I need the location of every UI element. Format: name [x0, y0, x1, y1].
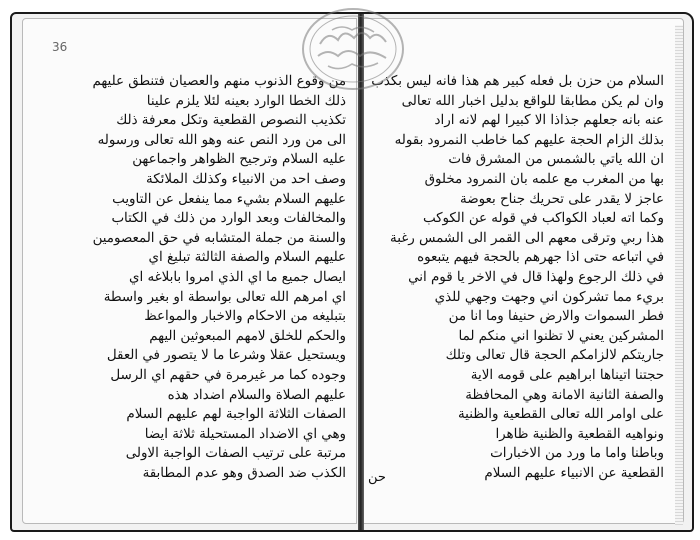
- folio-number: 36: [52, 40, 68, 54]
- right-page-text: السلام من حزن بل فعله كبير هم هذا فانه ليس بكذب وان لم يكن مطابقا للواقع بدليل اخبار الله تعالى عنه بانه جعلهم جذاذا الا كبيرا لهم لانه اراد بذلك الزام الحجة عليهم كما خاطب النمرود بقوله ان الله ياتي بالشمس من المشرق فات بها من المغرب مع علمه بان النمرود مخلوق عاجز لا يقدر على تحريك جناح بعوضة وكما اته لعباد الكواكب في قوله عن الكوكب هذا ربي وترقى معهم الى القمر الى الشمس رغبة في اتباعه حتى اذا جهرهم بالحجة فيهم يتبعوه في ذلك الرجوع ولهذا قال في الاخر يا قوم اني بريء مما تشركون اني وجهت وجهي للذي فطر السموات والارض حنيفا وما انا من المشركين يعني لا تظنوا اني منكم لما جاريتكم لالزامكم الحجة قال تعالى وتلك حجتنا اتيناها ابراهيم على قومه الاية والصفة الثانية الامانة وهي المحافظة على اوامر الله تعالى القطعية والظنية ونواهيه القطعية والظنية ظاهرا وباطنا واما ما ورد من الاخبارات القطعية عن الانبياء عليهم السلام: [371, 74, 664, 481]
- left-page-text: من وقوع الذنوب منهم والعصيان فتنطق عليهم ذلك الخطا الوارد بعينه لئلا يلزم علينا تكذيب النصوص القطعية وتكل معرفة ذلك الى من ورد النص عنه وهو الله تعالى ورسوله عليه السلام وترجيح الظواهر واجماعهن وصف احد من الانبياء وكذلك الملائكة عليهم السلام بشيء مما ينفعل عن التاويب والمخالفات وبعد الوارد من ذلك في الكتاب والسنة من جملة المتشابه في حق المعصومين عليهم السلام والصفة الثالثة تبليغ اي ايصال جميع ما اي الذي امروا بابلاغه اي اي امرهم الله تعالى بواسطة او بغير واسطة بتبليغه من الاحكام والاخبار والمواعظ والحكم للخلق لامهم المبعوثين اليهم ويستحيل عقلا وشرعا ما لا يتصور في العقل وجوده كما مر غيرمرة في حقهم اي الرسل عليهم الصلاة والسلام اضداد هذه الصفات الثلاثة الواجبة لهم عليهم السلام وهي اي الاضداد المستحيلة ثلاثة ايضا مرتبة على ترتيب الصفات الواجبة الاولى الكذب ضد الصدق وهو عدم المطابقة: [92, 74, 346, 481]
- catchword: حن: [368, 470, 386, 485]
- page-edge: [675, 25, 683, 525]
- library-seal-stamp: [298, 4, 408, 94]
